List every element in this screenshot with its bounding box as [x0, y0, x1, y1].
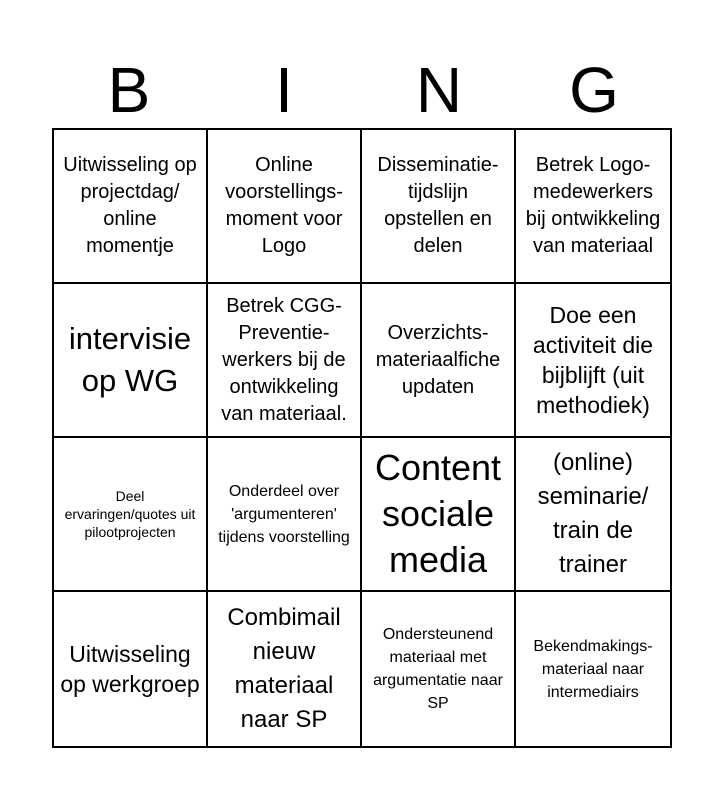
bingo-cell[interactable] — [362, 130, 516, 284]
cell-text: Uitwisseling op werkgroep — [60, 641, 200, 697]
cell-text: intervisie op WG — [68, 321, 192, 398]
cell-text: Deel ervaringen/quotes uit pilootprojecten — [64, 488, 196, 540]
bingo-cell[interactable] — [516, 438, 670, 592]
cell-text: Uitwisseling op projectdag/ online momentje — [63, 154, 197, 257]
bingo-cell[interactable] — [54, 592, 208, 746]
bingo-cell[interactable] — [208, 592, 362, 746]
title-letter-i: I — [275, 54, 293, 126]
cell-text: Bekendmakings-materiaal naar intermediairs — [533, 637, 653, 701]
bingo-cell[interactable] — [54, 438, 208, 592]
bingo-cell[interactable] — [516, 130, 670, 284]
bingo-cell[interactable] — [516, 592, 670, 746]
bingo-cell[interactable] — [54, 130, 208, 284]
bingo-card — [52, 128, 672, 748]
cell-text: Betrek Logo-medewerkers bij ontwikkeling van materiaal — [525, 154, 661, 257]
bingo-cell[interactable] — [208, 130, 362, 284]
cell-text: Content sociale media — [374, 447, 502, 580]
bingo-cell[interactable] — [362, 284, 516, 438]
cell-text: Onderdeel over 'argumenteren' tijdens voorstelling — [218, 482, 350, 546]
bingo-cell[interactable] — [362, 592, 516, 746]
cell-text: Online voorstellings-moment voor Logo — [225, 154, 343, 257]
bingo-cell[interactable] — [208, 284, 362, 438]
title-letter-g: G — [569, 54, 619, 126]
bingo-cell[interactable] — [362, 438, 516, 592]
cell-text: (online) seminarie/ train de trainer — [537, 449, 649, 578]
bingo-cell[interactable] — [54, 284, 208, 438]
cell-text: Ondersteunend materiaal met argumentatie naar SP — [373, 626, 503, 712]
cell-text: Betrek CGG-Preventie-werkers bij de ontwikkeling van materiaal. — [221, 294, 347, 425]
title-letter-n: N — [415, 54, 463, 126]
cell-text: Overzichts-materiaalfiche updaten — [375, 321, 501, 398]
cell-text: Doe een activiteit die bijblijft (uit methodiek) — [532, 302, 654, 418]
bingo-cell[interactable] — [516, 284, 670, 438]
bingo-cell[interactable] — [208, 438, 362, 592]
cell-text: Combimail nieuw materiaal naar SP — [227, 604, 341, 733]
cell-text: Disseminatie-tijdslijn opstellen en delen — [377, 154, 499, 257]
bingo-title — [52, 50, 672, 130]
title-letter-b: B — [107, 54, 151, 126]
